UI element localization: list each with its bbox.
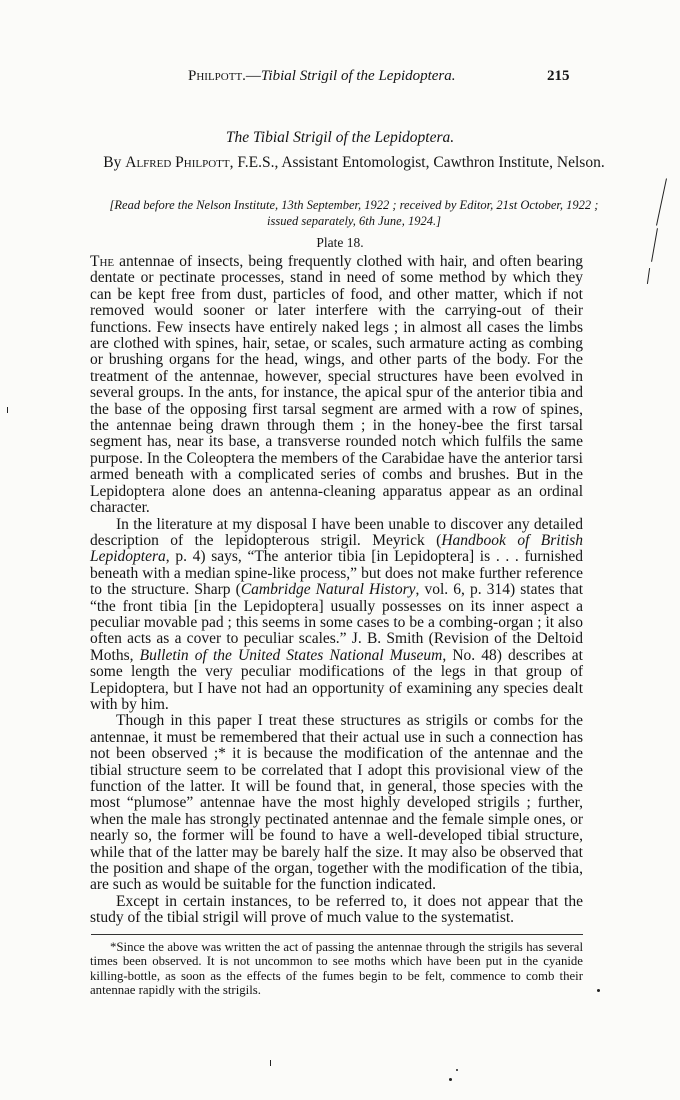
byline-prefix: By xyxy=(103,154,126,171)
plate-reference: Plate 18. xyxy=(316,235,364,250)
byline xyxy=(94,153,614,172)
margin-mark xyxy=(456,1069,458,1071)
paragraph-2-text-d: , No. 48) describes at some length the very peculiar modifications of the legs in that group of Lepidoptera, but I have not had an opportunity of examining any species dealt with by him. xyxy=(90,646,583,713)
citation-bulletin: Bulletin of the United States National Museum xyxy=(139,646,443,664)
paragraph-4: Except in certain instances, to be referred to, it does not appear that the study of the tibial strigil will prove of much value to the systematist. xyxy=(90,892,583,927)
margin-mark xyxy=(449,1078,452,1081)
citation-cambridge: Cambridge Natural History xyxy=(240,581,416,599)
margin-mark xyxy=(270,1060,271,1066)
running-head xyxy=(0,68,680,88)
running-head-title xyxy=(188,68,456,85)
footnote-rule xyxy=(91,934,583,935)
running-head-dash: — xyxy=(245,68,261,84)
publication-note: [Read before the Nelson Institute, 13th September, 1922 ; received by Editor, 21st October, 1922 ; issued separately, 6th June, 1924.] xyxy=(109,198,599,228)
paragraph-2-text-a: In the literature at my disposal I have been unable to discover any detailed description of the lepidopterous strigil. Meyrick ( xyxy=(90,515,583,549)
margin-mark xyxy=(656,178,667,225)
footnote-text: *Since the above was written the act of passing the antennae through the strigils has several times been observed. It is not uncommon to see moths which have been put in the cyanide killing-bottle, as soon as the effects of the fumes begin to be felt, commence to comb their antennae rapidly with the strigils. xyxy=(90,940,583,998)
paragraph-1 xyxy=(90,254,583,517)
running-head-article-title: Tibial Strigil of the Lepidoptera. xyxy=(260,68,456,84)
margin-mark xyxy=(647,268,650,284)
article-title: The Tibial Strigil of the Lepidoptera. xyxy=(225,129,455,146)
author-affiliation: , F.E.S., Assistant Entomologist, Cawthron Institute, Nelson. xyxy=(229,154,605,171)
paragraph-1-text: antennae of insects, being frequently clothed with hair, and often bearing dentate or pectinate processes, stand in need of some method by which they can be kept free from dust, particles of food, and other matter, which if not removed would sooner or later interfere with the carrying-out of their functions. Few insects have entirely naked legs ; in almost all cases the limbs are clothed with spines, hair, setae, or scales, such armature acting as combing or brushing organs for the head, wings, and other parts of the body. For the treatment of the antennae, however, special structures have been evolved in several groups. In the ants, for instance, the apical spur of the anterior tibia and the base of the opposing first tarsal segment are armed with a row of spines, the antennae being drawn through them ; in the honey-bee the first tarsal segment has, near its base, a transverse rounded notch which fulfils the same purpose. In the Coleoptera the members of the Carabidae have the anterior tarsi armed beneath with a complicated series of combs and brushes. But in the Lepidoptera alone does an antenna-cleaning apparatus appear as an ordinal character. xyxy=(90,253,583,517)
paragraph-2-text-c: , vol. 6, p. 314) states that “the front tibia [in the Lepidoptera] usually possesses on its inner aspect a peculiar movable pad ; this seems in some cases to be a combing-organ ; it also often acts as a cover to peculiar scales.” J. B. Smith (Revision of the Deltoid Moths, xyxy=(90,581,584,664)
footnote xyxy=(90,940,583,998)
margin-mark xyxy=(597,989,600,992)
author-name: Alfred Philpott xyxy=(125,154,230,171)
article-body xyxy=(90,254,583,927)
paragraph-1-lead: The xyxy=(90,253,115,270)
paragraph-3: Though in this paper I treat these structures as strigils or combs for the antennae, it must be remembered that their actual use in such a connection has not been observed ;* it is because the modification of the antennae and the tibial structure seem to be correlated that I adopt this provisional view of the function of the latter. It will be found that, in general, those species with the most “plumose” antennae have the most highly developed strigils ; further, when the male has strongly pectinated antennae and the female simple ones, or nearly so, the former will be found to have a well-developed tibial structure, while that of the latter may be barely half the size. It may also be observed that the position and shape of the organ, together with the modification of the tibia, are such as would be suitable for the function indicated. xyxy=(90,712,583,894)
paragraph-2-text-b: , p. 4) says, “The anterior tibia [in Lepidoptera] is . . . furnished beneath with a median spine-like process,” but does not make further reference to the structure. Sharp ( xyxy=(90,548,583,599)
running-head-author: Philpott. xyxy=(188,68,246,84)
paragraph-2 xyxy=(90,517,583,714)
page-number: 215 xyxy=(547,68,570,84)
citation-handbook: Handbook of British Lepidoptera xyxy=(90,531,583,566)
margin-mark xyxy=(7,407,8,413)
